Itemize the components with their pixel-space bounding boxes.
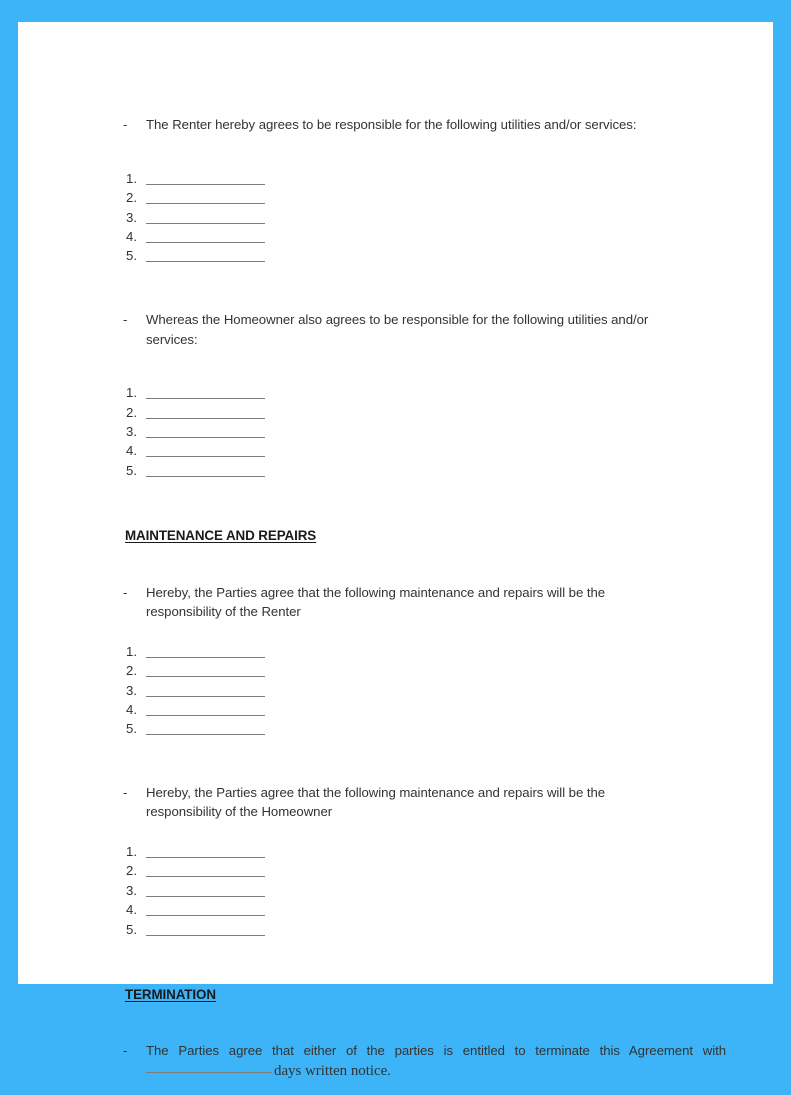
blank-write-in-line[interactable] — [146, 456, 265, 457]
maintenance-homeowner-fill-list — [105, 843, 705, 940]
list-number: 1. — [126, 844, 137, 860]
list-number: 3. — [126, 682, 137, 698]
termination-text-lead: The Parties agree that either of the parties is entitled to terminate this Agreement with — [146, 1043, 726, 1059]
list-item[interactable] — [105, 882, 705, 901]
list-item[interactable] — [105, 423, 705, 442]
blank-write-in-line[interactable] — [146, 476, 265, 477]
list-number: 2. — [126, 404, 137, 420]
list-item[interactable] — [105, 921, 705, 940]
bullet-dash-icon: - — [123, 784, 128, 800]
section-termination — [105, 1041, 726, 1081]
list-item[interactable] — [105, 901, 705, 920]
utilities-homeowner-text: Whereas the Homeowner also agrees to be responsible for the following utilities and/or services: — [146, 312, 649, 347]
blank-write-in-line[interactable] — [146, 876, 265, 877]
maintenance-renter-text: Hereby, the Parties agree that the following maintenance and repairs will be the responsibility of the Renter — [146, 584, 606, 620]
list-number: 2. — [126, 663, 137, 679]
list-number: 3. — [126, 423, 137, 439]
maintenance-renter-fill-list — [105, 643, 705, 740]
blank-write-in-line[interactable] — [146, 696, 265, 697]
blank-write-in-line[interactable] — [146, 896, 265, 897]
termination-text-tail: days written notice. — [274, 1062, 391, 1079]
list-item[interactable] — [105, 209, 705, 228]
list-number: 1. — [126, 170, 137, 186]
list-item[interactable] — [105, 701, 705, 720]
blank-write-in-line[interactable] — [146, 223, 265, 224]
list-item[interactable] — [105, 462, 705, 481]
blank-write-in-line[interactable] — [146, 734, 265, 735]
list-number: 5. — [126, 721, 137, 737]
maintenance-homeowner-text: Hereby, the Parties agree that the following maintenance and repairs will be the responsibility of the Homeowner — [146, 784, 606, 820]
list-item[interactable] — [105, 720, 705, 739]
blank-write-in-line[interactable] — [146, 657, 265, 658]
section-maintenance-homeowner — [105, 783, 705, 940]
section-utilities-homeowner — [105, 310, 705, 481]
utilities-homeowner-fill-list — [105, 384, 705, 481]
list-number: 5. — [126, 462, 137, 478]
blank-write-in-line[interactable] — [146, 437, 265, 438]
list-item[interactable] — [105, 247, 705, 266]
list-item[interactable] — [105, 189, 705, 208]
list-item[interactable] — [105, 384, 705, 403]
blank-write-in-line[interactable] — [146, 261, 265, 262]
list-number: 5. — [126, 921, 137, 937]
list-number: 4. — [126, 229, 137, 245]
list-number: 1. — [126, 385, 137, 401]
blank-write-in-line[interactable] — [146, 398, 265, 399]
blank-write-in-line[interactable] — [146, 242, 265, 243]
bullet-dash-icon: - — [123, 117, 128, 133]
blank-write-in-line[interactable] — [146, 418, 265, 419]
list-number: 2. — [126, 190, 137, 206]
blank-write-in-line[interactable] — [146, 857, 265, 858]
list-number: 5. — [126, 248, 137, 264]
list-number: 2. — [126, 863, 137, 879]
utilities-renter-statement — [105, 115, 681, 135]
list-item[interactable] — [105, 228, 705, 247]
list-number: 3. — [126, 882, 137, 898]
section-maintenance-renter — [105, 583, 705, 740]
list-item[interactable] — [105, 862, 705, 881]
section-utilities-renter — [105, 115, 705, 267]
blank-write-in-line[interactable] — [146, 935, 265, 936]
termination-statement — [105, 1041, 726, 1081]
list-number: 4. — [126, 443, 137, 459]
utilities-homeowner-statement — [105, 310, 681, 349]
heading-maintenance-and-repairs: MAINTENANCE AND REPAIRS — [125, 528, 317, 544]
document-body — [105, 102, 726, 1095]
bullet-dash-icon: - — [123, 1043, 128, 1059]
blank-write-in-line[interactable] — [146, 203, 265, 204]
list-item[interactable] — [105, 404, 705, 423]
heading-termination: TERMINATION — [125, 987, 216, 1003]
document-paper — [18, 22, 773, 1079]
list-item[interactable] — [105, 643, 705, 662]
list-item[interactable] — [105, 682, 705, 701]
termination-tail — [146, 1063, 391, 1078]
blank-write-in-line[interactable] — [146, 676, 265, 677]
list-item[interactable] — [105, 662, 705, 681]
blank-write-in-line[interactable] — [146, 1072, 272, 1073]
list-item[interactable] — [105, 843, 705, 862]
list-item[interactable] — [105, 442, 705, 461]
blank-write-in-line[interactable] — [146, 915, 265, 916]
list-number: 1. — [126, 643, 137, 659]
maintenance-renter-statement — [105, 583, 681, 622]
maintenance-homeowner-statement — [105, 783, 681, 822]
blank-write-in-line[interactable] — [146, 715, 265, 716]
bullet-dash-icon: - — [123, 584, 128, 600]
utilities-renter-fill-list — [105, 170, 705, 267]
list-item[interactable] — [105, 170, 705, 189]
list-number: 3. — [126, 209, 137, 225]
utilities-renter-text: The Renter hereby agrees to be responsible for the following utilities and/or services: — [146, 117, 637, 133]
blank-write-in-line[interactable] — [146, 184, 265, 185]
list-number: 4. — [126, 902, 137, 918]
bullet-dash-icon: - — [123, 312, 128, 328]
list-number: 4. — [126, 701, 137, 717]
